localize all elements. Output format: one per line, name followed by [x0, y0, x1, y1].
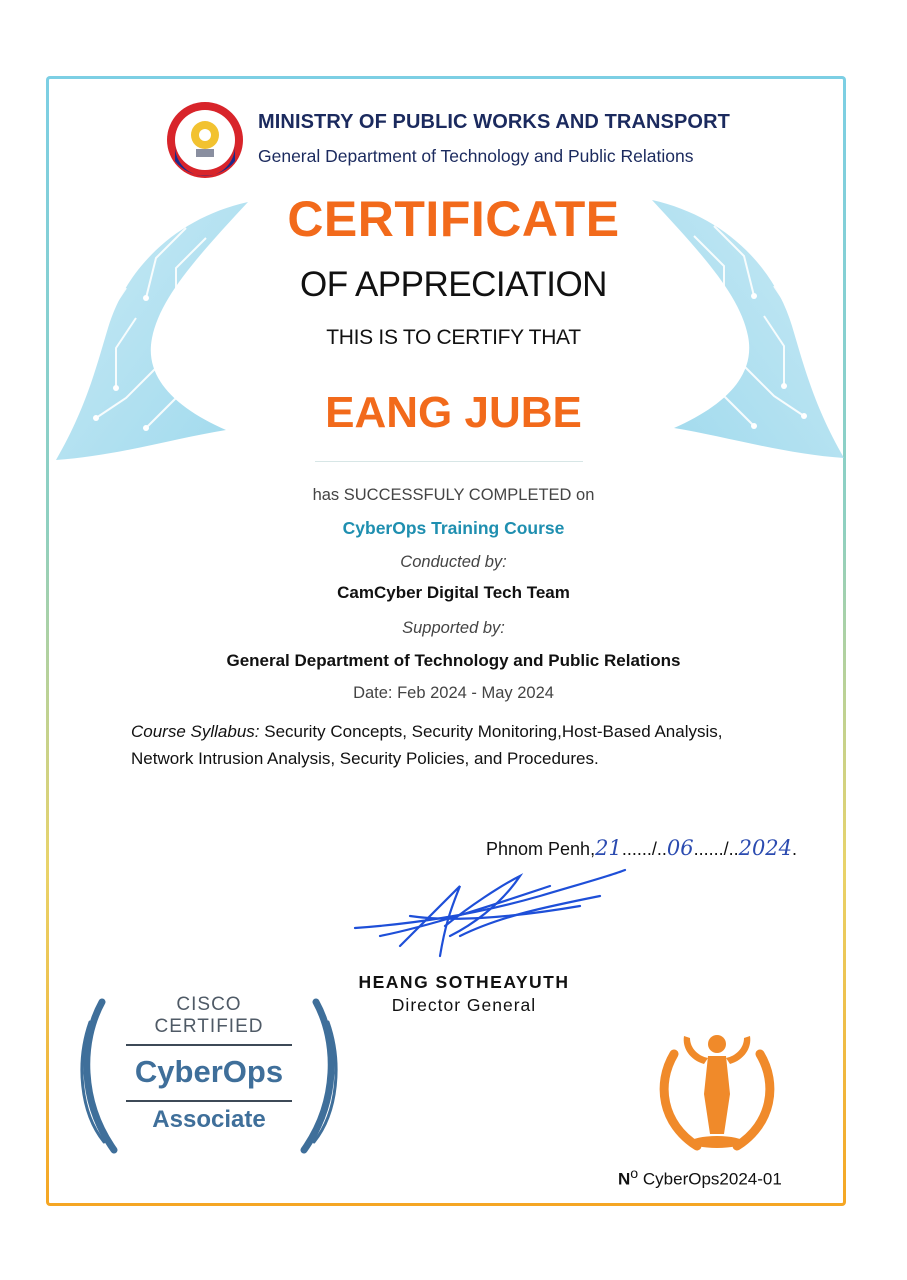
signature-icon: [350, 866, 630, 966]
supported-by: General Department of Technology and Public Relations: [226, 651, 681, 670]
number-label-sup: o: [630, 1166, 639, 1182]
ministry-seal-icon: [166, 101, 244, 179]
director-title: Director General: [391, 995, 537, 1015]
completed-text: has SUCCESSFULY COMPLETED on: [312, 486, 595, 504]
conducted-by: CamCyber Digital Tech Team: [337, 583, 570, 602]
department-name: General Department of Technology and Public Relations: [258, 146, 694, 166]
cisco-line-4: Associate: [152, 1106, 266, 1133]
date-day: 21: [595, 836, 622, 860]
place-name: Phnom Penh,: [486, 839, 596, 859]
certificate-number: [618, 1166, 782, 1190]
conducted-label: Conducted by:: [400, 553, 507, 571]
director-name: HEANG SOTHEAYUTH: [358, 972, 570, 992]
cisco-divider-bottom: [126, 1100, 292, 1102]
course-name: CyberOps Training Course: [342, 518, 565, 538]
number-label: N: [618, 1169, 631, 1189]
supported-label: Supported by:: [402, 619, 505, 637]
cisco-line-1: CISCO: [176, 994, 242, 1015]
apsara-emblem-icon: [652, 1024, 782, 1154]
certify-text: THIS IS TO CERTIFY THAT: [326, 326, 581, 349]
cisco-line-2: CERTIFIED: [154, 1016, 264, 1037]
recipient-name: EANG JUBE: [325, 388, 582, 437]
name-underline: [315, 461, 583, 462]
ministry-name: MINISTRY OF PUBLIC WORKS AND TRANSPORT: [258, 111, 730, 133]
cisco-divider-top: [126, 1044, 292, 1046]
date-year: 2024: [738, 836, 793, 860]
date-month: 06: [666, 836, 694, 860]
cisco-badge: [74, 982, 344, 1162]
place-date: Phnom Penh,21....../..06....../..2024.: [486, 836, 798, 860]
certificate-title: CERTIFICATE: [287, 191, 620, 247]
course-date: Date: Feb 2024 - May 2024: [353, 684, 554, 702]
cisco-line-3: CyberOps: [134, 1054, 284, 1089]
number-value: CyberOps2024-01: [642, 1169, 782, 1189]
syllabus-line-2: Network Intrusion Analysis, Security Policies, and Procedures.: [131, 749, 599, 768]
certificate-subtitle: OF APPRECIATION: [300, 265, 607, 304]
syllabus-line-1: Security Concepts, Security Monitoring,Host-Based Analysis,: [259, 722, 723, 741]
syllabus-label: Course Syllabus:: [131, 722, 260, 741]
course-syllabus: [131, 718, 791, 772]
